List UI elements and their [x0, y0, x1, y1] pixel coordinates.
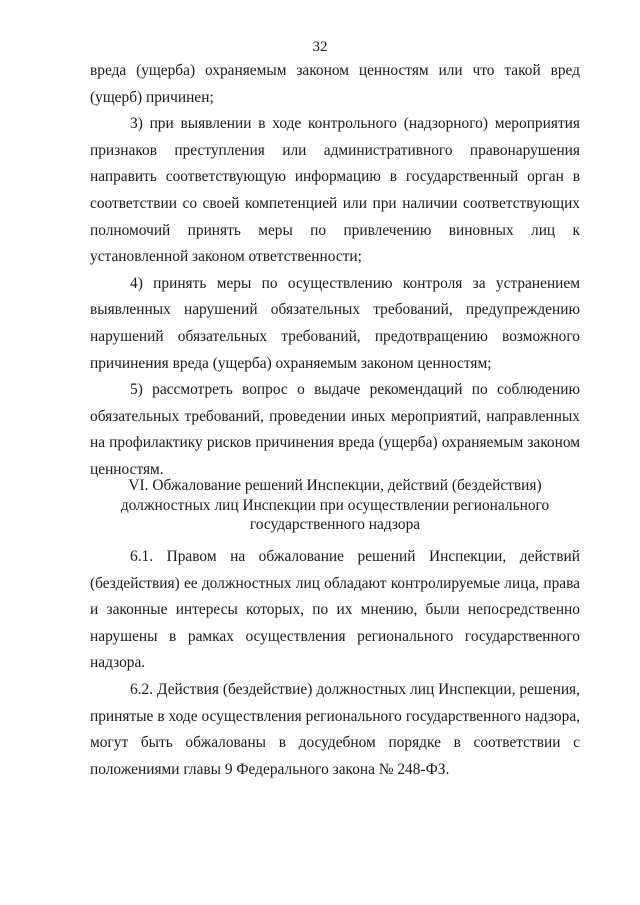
section-heading-line-2: должностных лиц Инспекции при осуществлении регионального — [120, 496, 550, 514]
page-number: 32 — [312, 39, 328, 55]
paragraph-item-4: 4) принять меры по осуществлению контроля за устранением выявленных нарушений обязательных требований, предупреждению нарушений обязательных требований, предотвращению возможного причинения вреда (ущерба) охраняемым законом ценностям; — [90, 274, 580, 372]
paragraph-6-2: 6.2. Действия (бездействие) должностных лиц Инспекции, решения, принятые в ходе осуществления регионального государственного надзора, могут быть обжалованы в досудебном порядке в соответствии с положениями главы 9 Федерального закона № 248-ФЗ. — [90, 680, 580, 778]
paragraph-item-3: 3) при выявлении в ходе контрольного (надзорного) мероприятия признаков преступления или административного правонарушения направить соответствующую информацию в государственный орган в соответствии со своей компетенцией или при наличии соответствующих полномочий принять меры по привлечению виновных лиц к установленной законом ответственности; — [90, 115, 580, 266]
paragraph-continuation: вреда (ущерба) охраняемым законом ценностям или что такой вред (ущерб) причинен; — [90, 62, 580, 106]
section-heading-line-1: VI. Обжалование решений Инспекции, действий (бездействия) — [128, 477, 542, 494]
text-block-bottom — [90, 544, 580, 783]
section-heading-line-3: государственного надзора — [249, 516, 421, 533]
paragraph-item-5: 5) рассмотреть вопрос о выдаче рекомендаций по соблюдению обязательных требований, проведении иных мероприятий, направленных на профилактику рисков причинения вреда (ущерба) охраняемым законом ценностям. — [90, 381, 580, 478]
paragraph-6-1: 6.1. Правом на обжалование решений Инспекции, действий (бездействия) ее должностных лиц обладают контролируемые лица, права и законные интересы которых, по их мнению, были непосредственно нарушены в рамках осуществления регионального государственного надзора. — [90, 548, 580, 672]
text-block-top — [90, 58, 580, 484]
section-heading — [90, 476, 580, 535]
